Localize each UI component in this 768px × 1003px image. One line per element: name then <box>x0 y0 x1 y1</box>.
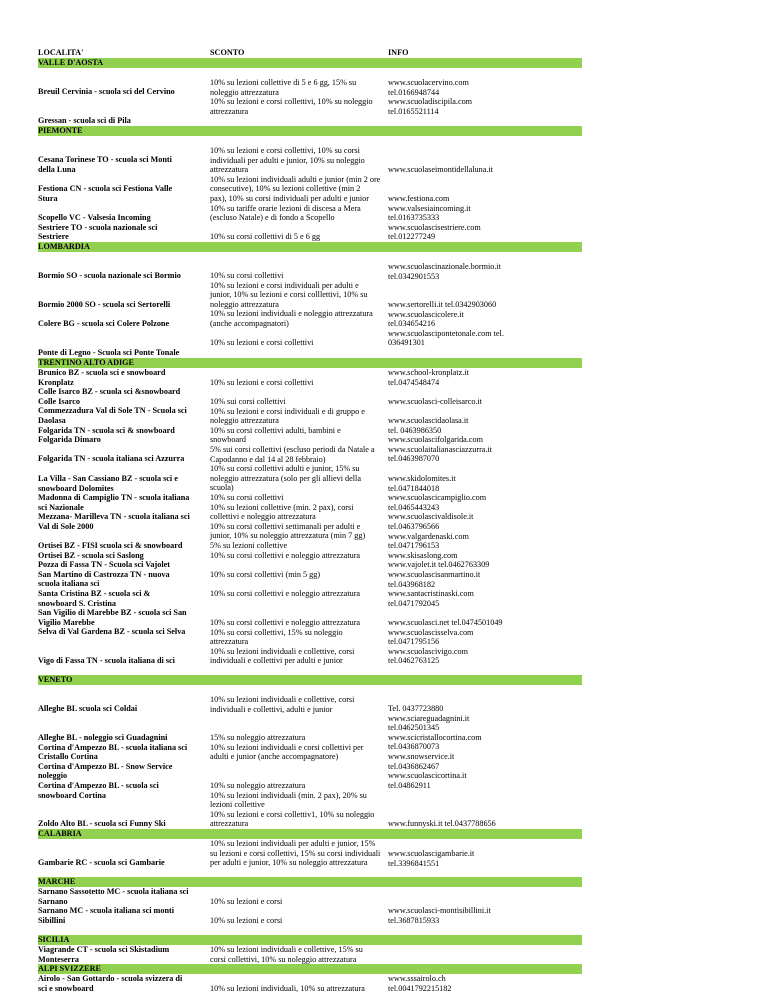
region-name: ALPI SVIZZERE <box>38 964 102 973</box>
info-cell: www.funnyski.it tel.0437788656 <box>388 819 496 828</box>
region-entries <box>38 68 582 126</box>
region-entries <box>38 252 582 348</box>
sconto-cell: 10% su corsi collettivi e noleggio attrezzatura 10% su corsi collettivi, 15% su noleggio attrezzatura 10% su lezioni individuali e collettive, corsi individuali e collettivi per adulti e junior <box>210 618 361 666</box>
localita-cell: Brunico BZ - scuola sci e snowboard Kronplatz Colle Isarco BZ - scuola sci &snowboard Colle Isarco Commezzadura Val di Sole TN - Scuola sci Daolasa Folgarida TN - scuola sci & snowboard Folgarida Dimaro <box>38 368 187 445</box>
localita-cell: Colere BG - scuola sci Colere Polzone <box>38 319 170 328</box>
sconto-cell: 10% su lezioni e corsi collettivi, 10% su corsi individuali per adulti e junior, 10% su noleggio attrezzatura 10% su lezioni individuali adulti e junior (min 2 ore consecutive), 10% su lezioni collettive (min 2 pax), 10% su corsi individuali per adulti e junior 10% su tariffe orarie lezioni di discesa a Mera (escluso Natale) e di fondo a Scopello <box>210 146 381 223</box>
info-cell: www.sertorelli.it tel.0342903060 www.scuolascicolere.it tel.034654216 www.scuolascipontetonale.com tel. 036491301 <box>388 300 504 348</box>
info-cell: www.scuolasci-colleisarco.it <box>388 397 483 406</box>
sconto-cell: 10% su lezioni e corsi <box>210 897 283 906</box>
region-header <box>38 964 582 974</box>
region-header <box>38 935 582 945</box>
localita-cell: Scopello VC - Valsesia Incoming Sestriere TO - scuola nazionale sci Sestriere <box>38 213 158 242</box>
localita-cell: Gambarie RC - scuola sci Gambarie <box>38 858 165 867</box>
sconto-cell: 10% su corsi collettivi (min 5 gg) <box>210 570 321 579</box>
region-entries <box>38 136 582 242</box>
region-entries <box>38 348 582 358</box>
sconto-cell: 10% sui corsi collettivi 10% su lezioni e corsi individuali e di gruppo e noleggio attrezzatura 10% su corsi collettivi adulti, bambini e snowboard 5% sui corsi collettivi (escluso periodi da Natale a Capodanno e dal 14 al 28 febbraio) 10% su corsi collettivi adulti e junior, 15% su noleggio attrezzatura (solo per gli allievi della scuola) <box>210 397 375 493</box>
region-name: LOMBARDIA <box>38 242 90 251</box>
sconto-cell: 10% su lezioni individuali, 10% su attrezzatura <box>210 984 365 993</box>
info-cell: www.sssairolo.ch tel.0041792215182 <box>388 974 452 993</box>
table-body <box>38 58 582 1003</box>
header-row <box>38 48 582 58</box>
info-cell: Tel. 0437723880 www.sciareguadagnini.it tel.0462501345 www.scicristallocortina.com tel.0436870073 www.snowservice.it tel.0436862467 www.scuolascicortina.it tel.04862911 <box>388 704 482 790</box>
info-cell: www.scuolasci.net tel.0474501049 www.scuolascisselva.com tel.0471795156 www.scuolascivigo.com tel.0462763125 <box>388 618 503 666</box>
sconto-cell: 10% su lezioni individuali e collettive, 15% su corsi collettivi, 10% su noleggio attrezzatura <box>210 945 363 964</box>
sconto-cell: 10% su corsi collettivi di 5 e 6 gg <box>210 232 321 241</box>
localita-cell: Cesana Torinese TO - scuola sci Monti della Luna <box>38 155 172 174</box>
region-entries <box>38 685 582 829</box>
localita-cell: Ortisei BZ - FISI scuola sci & snowboard Ortisei BZ - scuola sci Saslong Pozza di Fassa TN - Scuola sci Vajolet San Martino di Castrozza TN - nuova scuola italiana sci Santa Cristina BZ - scuola sci & snowboard S. Cristina San Vigilio di Marebbe BZ - scuola sci San Vigilio Marebbe <box>38 541 187 627</box>
spreadsheet-table <box>38 48 582 1003</box>
localita-cell: Alleghe BL scuola sci Coldai <box>38 704 138 713</box>
sconto-cell: 10% su corsi collettivi e noleggio attrezzatura <box>210 589 361 598</box>
header-localita: LOCALITA' <box>38 48 84 57</box>
region-name: TRENTINO ALTO ADIGE <box>38 358 135 367</box>
region-entries <box>38 839 582 877</box>
info-cell: www.scuolasci-montisibillini.it tel.3687815933 <box>388 906 491 925</box>
info-cell: www.school-kronplatz.it tel.0474548474 <box>388 368 469 387</box>
header-sconto: SCONTO <box>210 48 245 57</box>
sconto-cell: 15% su noleggio attrezzatura 10% su lezioni individuali e corsi collettivi per adulti e junior (anche accompagnatore) <box>210 733 364 762</box>
localita-cell: Alleghe BL - noleggio sci Guadagnini Cortina d'Ampezzo BL - scuola italiana sci Cristallo Cortina Cortina d'Ampezzo BL - Snow Service noleggio Cortina d'Ampezzo BL - scuola sci snowboard Cortina <box>38 733 188 800</box>
info-cell: www.scuolaseimontidellaluna.it <box>388 165 493 174</box>
sconto-cell: 10% su lezioni e corsi collettivi <box>210 338 314 347</box>
sconto-cell: 10% su corsi collettivi 10% su lezioni e corsi individuali per adulti e junior, 10% su lezioni e corsi colllettivi, 10% su noleggio attrezzatura 10% su lezioni individuali e noleggio attrezzatura (anche accompagnatori) <box>210 271 373 328</box>
region-entries <box>38 887 582 935</box>
region-name: VALLE D'AOSTA <box>38 58 103 67</box>
region-entries <box>38 368 582 675</box>
localita-cell: Selva di Val Gardena BZ - scuola sci Selva <box>38 627 186 636</box>
info-cell: www.scuolascigambarie.it tel.3396841551 <box>388 849 475 868</box>
localita-cell: Viagrande CT - scuola sci Skistadium Monteserra <box>38 945 170 964</box>
region-entries <box>38 974 582 1003</box>
info-cell: www.scuolacervino.com tel.0166948744 www.scuoladiscipila.com tel.0165521114 <box>388 78 473 116</box>
region-header <box>38 829 582 839</box>
localita-cell: Bormio 2000 SO - scuola sci Sertorelli <box>38 300 171 309</box>
localita-cell: Bormio SO - scuola nazionale sci Bormio <box>38 271 181 280</box>
localita-cell: Sarnano Sassotetto MC - scuola italiana sci Sarnano Sarnano MC - scuola italiana sci monti Sibillini <box>38 887 189 925</box>
sconto-cell: 10% su lezioni individuali e collettive, corsi individuali e collettivi, adulti e junior <box>210 695 355 714</box>
localita-cell: Festiona CN - scuola sci Festiona Valle Stura <box>38 184 173 203</box>
sconto-cell: 10% su lezioni e corsi collettivi <box>210 378 314 387</box>
region-header <box>38 126 582 136</box>
localita-cell: Ponte di Legno - Scuola sci Ponte Tonale <box>38 348 180 357</box>
info-cell: www.scuolascidaolasa.it tel. 0463986350 www.scuolascifolgarida.com www.scuolaitalianasciazzurra.it tel.0463987070 <box>388 416 493 464</box>
region-header <box>38 242 582 252</box>
info-cell: www.skidolomites.it tel.0471844018 www.scuolascicampiglio.com tel.0465443243 www.scuolascivaldisole.it tel.0463796566 www.valgardenaski.com tel.0471796153 www.skisaslong.com www.vajolet.it tel.0462763309 www.scuolascisanmartino.it tel.043968182 www.santacristinaski.com tel.0471792045 <box>388 474 490 608</box>
localita-cell: Vigo di Fassa TN - scuola italiana di sci <box>38 656 175 665</box>
region-name: MARCHE <box>38 877 76 886</box>
info-cell: www.festiona.com www.valsesiaincoming.it tel.0163735333 www.scuolascisestriere.com tel.012277249 <box>388 194 481 242</box>
localita-cell: Folgarida TN - scuola italiana sci Azzurra <box>38 454 185 463</box>
region-header <box>38 675 582 685</box>
sconto-cell: 10% su lezioni collettive di 5 e 6 gg, 15% su noleggio attrezzatura 10% su lezioni e corsi collettivi, 10% su noleggio attrezzatura <box>210 78 373 116</box>
localita-cell: La Villa - San Cassiano BZ - scuola sci e snowboard Dolomites Madonna di Campiglio TN - scuola italiana sci Nazionale Mezzana- Marilleva TN - scuola italiana sci Val di Sole 2000 <box>38 474 190 531</box>
region-header <box>38 877 582 887</box>
region-entries <box>38 945 582 964</box>
sconto-cell: 10% su noleggio attrezzatura 10% su lezioni individuali (min. 2 pax), 20% su lezioni collettive 10% su lezioni e corsi collettiv1, 10% su noleggio attrezzatura <box>210 781 375 829</box>
region-name: PIEMONTE <box>38 126 83 135</box>
info-cell: www.scuolascinazionale.bormio.it tel.0342901553 <box>388 262 501 281</box>
region-name: CALABRIA <box>38 829 82 838</box>
region-name: SICILIA <box>38 935 70 944</box>
region-header <box>38 58 582 68</box>
sconto-cell: 10% su lezioni individuali per adulti e junior, 15% su lezioni e corsi collettivi, 15% su corsi individuali per adulti e junior, 10% su noleggio attrezzatura <box>210 839 381 868</box>
localita-cell: Gressan - scuola sci di Pila <box>38 116 131 125</box>
localita-cell: Airolo - San Gottardo - scuola svizzera di sci e snowboard <box>38 974 183 993</box>
localita-cell: Breuil Cervinia - scuola sci del Cervino <box>38 87 175 96</box>
header-info: INFO <box>388 48 409 57</box>
sconto-cell: 10% su lezioni e corsi <box>210 916 283 925</box>
sconto-cell: 10% su corsi collettivi 10% su lezioni collettive (min. 2 pax), corsi collettivi e noleggio attrezzatura 10% su corsi collettivi settimanali per adulti e junior, 10% su noleggio attrezzatura (min 7 gg) 5% su lezioni collettive 10% su corsi collettivi e noleggio attrezzatura <box>210 493 366 560</box>
localita-cell: Zoldo Alto BL - scuola sci Funny Ski <box>38 819 166 828</box>
region-name: VENETO <box>38 675 73 684</box>
region-header <box>38 358 582 368</box>
